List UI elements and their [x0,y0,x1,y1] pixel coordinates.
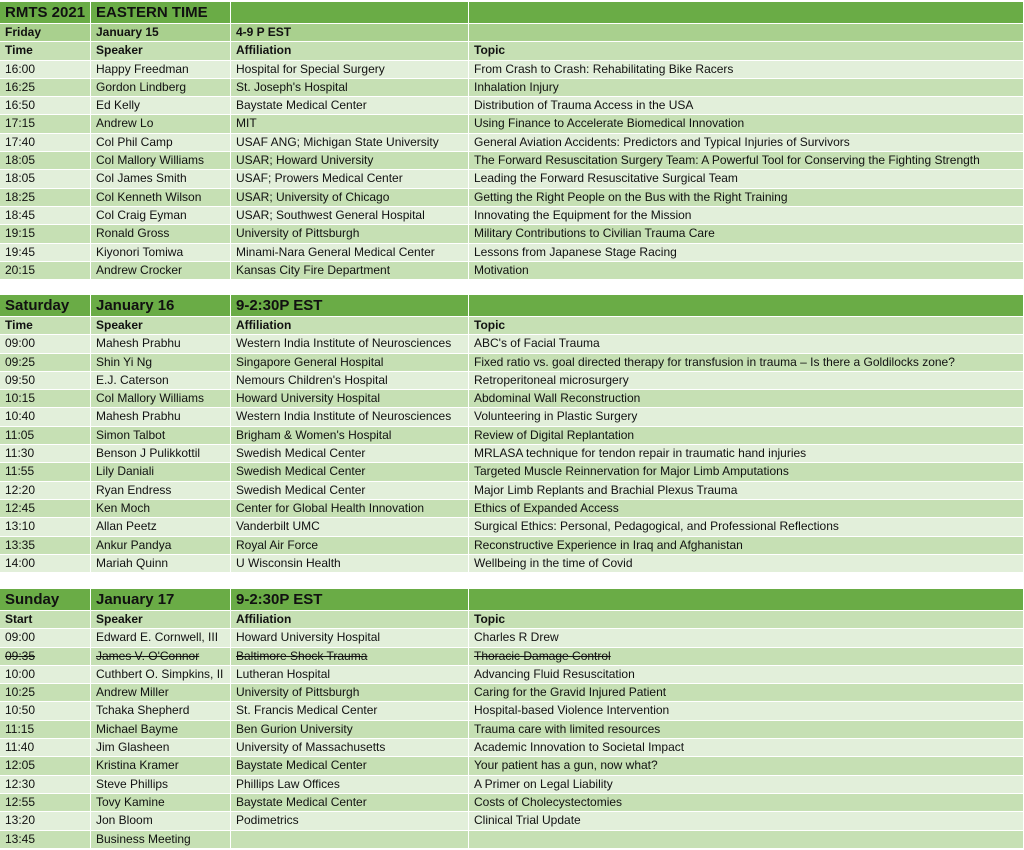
table-row [0,97,1024,115]
friday-date-row [0,24,1024,42]
affiliation-cell: Ben Gurion University [231,721,469,738]
column-header-start: Start [0,611,91,628]
speaker-cell: E.J. Caterson [91,372,231,389]
time-cell: 19:45 [0,244,91,261]
affiliation-cell: Western India Institute of Neurosciences [231,408,469,425]
time-cell: 12:05 [0,757,91,774]
affiliation-cell: USAR; University of Chicago [231,189,469,206]
speaker-cell: Tchaka Shepherd [91,702,231,719]
topic-cell: Using Finance to Accelerate Biomedical Innovation [469,115,1024,132]
affiliation-cell: USAF ANG; Michigan State University [231,134,469,151]
affiliation-cell: Podimetrics [231,812,469,829]
table-row [0,776,1024,794]
topic-cell: Charles R Drew [469,629,1024,646]
column-header-affiliation: Affiliation [231,611,469,628]
speaker-cell: Happy Freedman [91,61,231,78]
topic-cell: Military Contributions to Civilian Trauma Care [469,225,1024,242]
affiliation-cell: Hospital for Special Surgery [231,61,469,78]
table-row [0,831,1024,849]
table-row [0,354,1024,372]
title-cell-empty [469,295,1024,316]
sunday-talk-list [0,629,1024,849]
table-row [0,500,1024,518]
column-header-speaker: Speaker [91,42,231,59]
time-cell: 10:25 [0,684,91,701]
topic-cell: Thoracic Damage Control [469,648,1024,665]
date-label: January 17 [91,589,231,610]
table-row [0,115,1024,133]
topic-cell: Reconstructive Experience in Iraq and Afghanistan [469,537,1024,554]
title-cell-empty [469,589,1024,610]
affiliation-cell: St. Joseph's Hospital [231,79,469,96]
affiliation-cell: University of Massachusetts [231,739,469,756]
affiliation-cell: Singapore General Hospital [231,354,469,371]
topic-cell: Abdominal Wall Reconstruction [469,390,1024,407]
topic-cell: Your patient has a gun, now what? [469,757,1024,774]
time-cell: 09:00 [0,335,91,352]
table-row [0,555,1024,573]
time-cell: 12:55 [0,794,91,811]
topic-cell: Innovating the Equipment for the Mission [469,207,1024,224]
speaker-cell: Jim Glasheen [91,739,231,756]
affiliation-cell: St. Francis Medical Center [231,702,469,719]
day-label: Friday [0,24,91,41]
speaker-cell: Ronald Gross [91,225,231,242]
speaker-cell: Col James Smith [91,170,231,187]
affiliation-cell: University of Pittsburgh [231,225,469,242]
speaker-cell: Col Craig Eyman [91,207,231,224]
column-header-speaker: Speaker [91,317,231,334]
topic-cell: A Primer on Legal Liability [469,776,1024,793]
friday-header-row [0,42,1024,60]
topic-cell: ABC's of Facial Trauma [469,335,1024,352]
speaker-cell: Andrew Crocker [91,262,231,279]
date-label: January 16 [91,295,231,316]
time-cell: 12:20 [0,482,91,499]
speaker-cell: Kiyonori Tomiwa [91,244,231,261]
topic-cell: Inhalation Injury [469,79,1024,96]
time-cell: 12:45 [0,500,91,517]
time-cell: 18:05 [0,152,91,169]
table-row [0,390,1024,408]
table-row [0,537,1024,555]
speaker-cell: Ken Moch [91,500,231,517]
time-cell: 13:35 [0,537,91,554]
affiliation-cell: Western India Institute of Neurosciences [231,335,469,352]
time-cell: 11:55 [0,463,91,480]
speaker-cell: Benson J Pulikkottil [91,445,231,462]
time-cell: 09:25 [0,354,91,371]
table-row [0,225,1024,243]
topic-cell: Lessons from Japanese Stage Racing [469,244,1024,261]
topic-cell: Academic Innovation to Societal Impact [469,739,1024,756]
table-row [0,629,1024,647]
time-cell: 10:00 [0,666,91,683]
table-row [0,721,1024,739]
table-row [0,134,1024,152]
time-cell: 13:20 [0,812,91,829]
table-row [0,445,1024,463]
speaker-cell: Ed Kelly [91,97,231,114]
table-row [0,648,1024,666]
topic-cell: Hospital-based Violence Intervention [469,702,1024,719]
table-row [0,170,1024,188]
speaker-cell: Col Phil Camp [91,134,231,151]
time-cell: 16:00 [0,61,91,78]
time-cell: 09:50 [0,372,91,389]
topic-cell: From Crash to Crash: Rehabilitating Bike Racers [469,61,1024,78]
topic-cell: Wellbeing in the time of Covid [469,555,1024,572]
table-row [0,61,1024,79]
affiliation-cell: Vanderbilt UMC [231,518,469,535]
column-header-affiliation: Affiliation [231,317,469,334]
topic-cell: Motivation [469,262,1024,279]
speaker-cell: Cuthbert O. Simpkins, II [91,666,231,683]
topic-cell: Major Limb Replants and Brachial Plexus Trauma [469,482,1024,499]
time-cell: 16:25 [0,79,91,96]
hours-label: 9-2:30P EST [231,589,469,610]
affiliation-cell: Minami-Nara General Medical Center [231,244,469,261]
topic-cell: Caring for the Gravid Injured Patient [469,684,1024,701]
topic-cell: Review of Digital Replantation [469,427,1024,444]
table-row [0,335,1024,353]
time-cell: 17:40 [0,134,91,151]
speaker-cell: Col Mallory Williams [91,152,231,169]
speaker-cell: Mahesh Prabhu [91,335,231,352]
table-row [0,739,1024,757]
table-row [0,684,1024,702]
friday-section [0,2,1024,280]
column-header-time: Time [0,42,91,59]
topic-cell: General Aviation Accidents: Predictors and Typical Injuries of Survivors [469,134,1024,151]
date-label: January 15 [91,24,231,41]
table-row [0,757,1024,775]
speaker-cell: Ryan Endress [91,482,231,499]
time-cell: 20:15 [0,262,91,279]
affiliation-cell: Swedish Medical Center [231,445,469,462]
time-cell: 13:45 [0,831,91,848]
affiliation-cell: Brigham & Women's Hospital [231,427,469,444]
time-cell: 18:05 [0,170,91,187]
topic-cell: Advancing Fluid Resuscitation [469,666,1024,683]
affiliation-cell: Nemours Children's Hospital [231,372,469,389]
affiliation-cell: Baystate Medical Center [231,794,469,811]
column-header-topic: Topic [469,611,1024,628]
topic-cell: Getting the Right People on the Bus with the Right Training [469,189,1024,206]
speaker-cell: Andrew Lo [91,115,231,132]
saturday-talk-list [0,335,1024,573]
time-cell: 18:45 [0,207,91,224]
table-row [0,244,1024,262]
hours-label: 4-9 P EST [231,24,469,41]
day-label: Sunday [0,589,91,610]
speaker-cell: Shin Yi Ng [91,354,231,371]
column-header-time: Time [0,317,91,334]
affiliation-cell: Baltimore Shock Trauma [231,648,469,665]
table-row [0,702,1024,720]
topic-cell: Distribution of Trauma Access in the USA [469,97,1024,114]
topic-cell: Targeted Muscle Reinnervation for Major Limb Amputations [469,463,1024,480]
time-cell: 17:15 [0,115,91,132]
time-cell: 11:15 [0,721,91,738]
friday-talk-list [0,61,1024,281]
table-row [0,812,1024,830]
table-row [0,427,1024,445]
speaker-cell: Gordon Lindberg [91,79,231,96]
time-cell: 11:05 [0,427,91,444]
affiliation-cell: U Wisconsin Health [231,555,469,572]
topic-cell: MRLASA technique for tendon repair in traumatic hand injuries [469,445,1024,462]
timezone-label: EASTERN TIME [91,2,231,23]
table-row [0,189,1024,207]
column-header-affiliation: Affiliation [231,42,469,59]
table-row [0,79,1024,97]
speaker-cell: Steve Phillips [91,776,231,793]
topic-cell: Surgical Ethics: Personal, Pedagogical, and Professional Reflections [469,518,1024,535]
topic-cell: Fixed ratio vs. goal directed therapy for transfusion in trauma – Is there a Goldilocks zone? [469,354,1024,371]
speaker-cell: Mahesh Prabhu [91,408,231,425]
time-cell: 11:30 [0,445,91,462]
topic-cell: Trauma care with limited resources [469,721,1024,738]
affiliation-cell: Center for Global Health Innovation [231,500,469,517]
speaker-cell: Mariah Quinn [91,555,231,572]
sunday-header-row [0,611,1024,629]
speaker-cell: Allan Peetz [91,518,231,535]
saturday-title-row [0,295,1024,317]
affiliation-cell: USAF; Prowers Medical Center [231,170,469,187]
table-row [0,408,1024,426]
table-row [0,463,1024,481]
topic-cell: Ethics of Expanded Access [469,500,1024,517]
sunday-section [0,589,1024,849]
time-cell: 09:35 [0,648,91,665]
time-cell: 10:40 [0,408,91,425]
time-cell: 18:25 [0,189,91,206]
speaker-cell: James V. O'Connor [91,648,231,665]
date-row-empty [469,24,1024,41]
table-row [0,207,1024,225]
speaker-cell: Edward E. Cornwell, III [91,629,231,646]
topic-cell: Costs of Cholecystectomies [469,794,1024,811]
topic-cell: Retroperitoneal microsurgery [469,372,1024,389]
topic-cell [469,831,1024,848]
table-row [0,794,1024,812]
column-header-topic: Topic [469,317,1024,334]
speaker-cell: Kristina Kramer [91,757,231,774]
affiliation-cell: MIT [231,115,469,132]
speaker-cell: Simon Talbot [91,427,231,444]
speaker-cell: Michael Bayme [91,721,231,738]
affiliation-cell: Kansas City Fire Department [231,262,469,279]
affiliation-cell: Lutheran Hospital [231,666,469,683]
table-row [0,482,1024,500]
friday-title-row [0,2,1024,24]
time-cell: 11:40 [0,739,91,756]
hours-label: 9-2:30P EST [231,295,469,316]
time-cell: 16:50 [0,97,91,114]
time-cell: 19:15 [0,225,91,242]
affiliation-cell: Baystate Medical Center [231,757,469,774]
affiliation-cell: Swedish Medical Center [231,463,469,480]
affiliation-cell [231,831,469,848]
speaker-cell: Andrew Miller [91,684,231,701]
affiliation-cell: Swedish Medical Center [231,482,469,499]
speaker-cell: Jon Bloom [91,812,231,829]
title-cell-empty [469,2,1024,23]
affiliation-cell: USAR; Southwest General Hospital [231,207,469,224]
affiliation-cell: Howard University Hospital [231,629,469,646]
speaker-cell: Business Meeting [91,831,231,848]
sunday-title-row [0,589,1024,611]
affiliation-cell: Baystate Medical Center [231,97,469,114]
table-row [0,152,1024,170]
column-header-speaker: Speaker [91,611,231,628]
topic-cell: Clinical Trial Update [469,812,1024,829]
speaker-cell: Ankur Pandya [91,537,231,554]
topic-cell: Leading the Forward Resuscitative Surgical Team [469,170,1024,187]
affiliation-cell: Royal Air Force [231,537,469,554]
column-header-topic: Topic [469,42,1024,59]
affiliation-cell: University of Pittsburgh [231,684,469,701]
day-label: Saturday [0,295,91,316]
saturday-header-row [0,317,1024,335]
sheet-title: RMTS 2021 [0,2,91,23]
table-row [0,518,1024,536]
speaker-cell: Col Mallory Williams [91,390,231,407]
time-cell: 12:30 [0,776,91,793]
speaker-cell: Lily Daniali [91,463,231,480]
time-cell: 10:15 [0,390,91,407]
time-cell: 09:00 [0,629,91,646]
time-cell: 13:10 [0,518,91,535]
affiliation-cell: USAR; Howard University [231,152,469,169]
time-cell: 10:50 [0,702,91,719]
topic-cell: Volunteering in Plastic Surgery [469,408,1024,425]
title-cell-empty [231,2,469,23]
affiliation-cell: Howard University Hospital [231,390,469,407]
table-row [0,262,1024,280]
table-row [0,372,1024,390]
speaker-cell: Tovy Kamine [91,794,231,811]
speaker-cell: Col Kenneth Wilson [91,189,231,206]
table-row [0,666,1024,684]
saturday-section [0,295,1024,573]
time-cell: 14:00 [0,555,91,572]
affiliation-cell: Phillips Law Offices [231,776,469,793]
topic-cell: The Forward Resuscitation Surgery Team: A Powerful Tool for Conserving the Fighting Strength [469,152,1024,169]
